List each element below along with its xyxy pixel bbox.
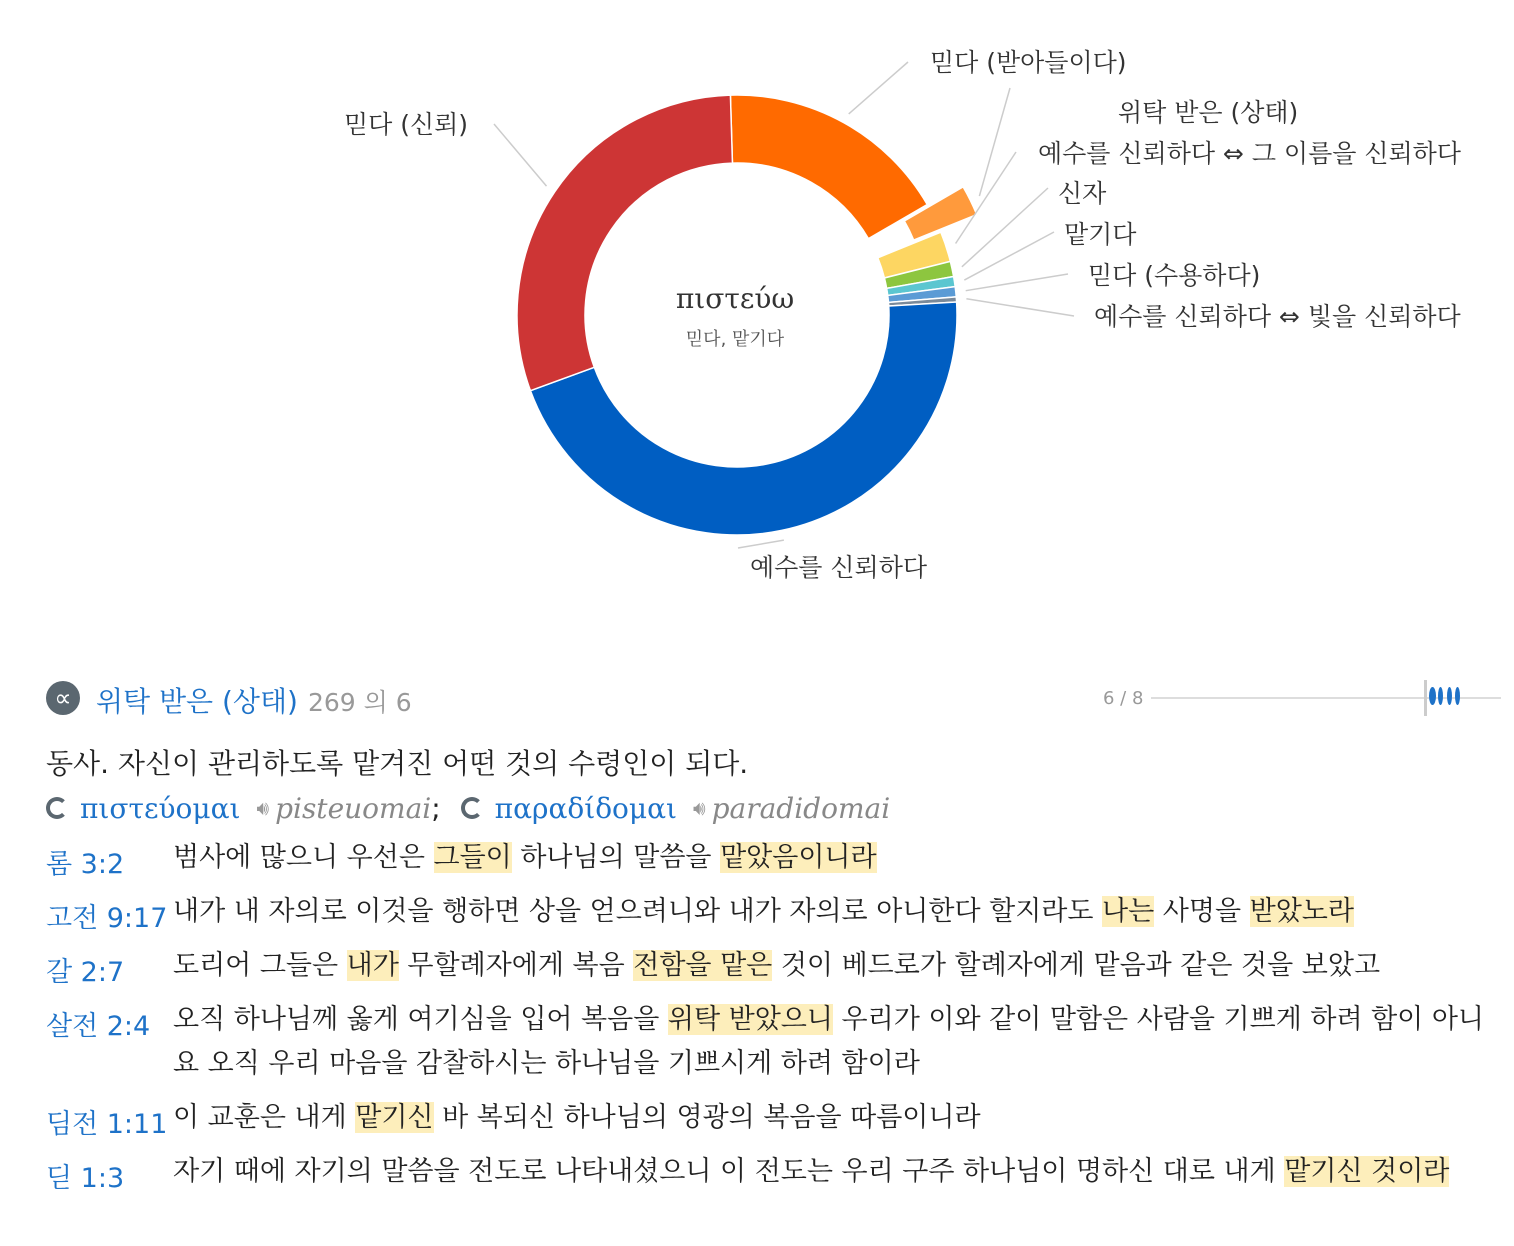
sense-definition: 동사. 자신이 관리하도록 맡겨진 어떤 것의 수령인이 되다. (46, 747, 749, 780)
verse-text-segment: 하나님의 말씀을 (511, 842, 721, 873)
verse-text-segment: 자기 때에 자기의 말씀을 전도로 나타내셨으니 이 전도는 우리 구주 하나님이 명하신 대로 내게 (173, 1156, 1285, 1187)
cycle-icon[interactable] (461, 797, 483, 819)
donut-chart (0, 0, 1514, 620)
verse-ref-link[interactable]: 살전 2:4 (46, 1011, 151, 1042)
leader-line-trust (494, 124, 547, 186)
verse-ref-link[interactable]: 고전 9:17 (46, 903, 168, 934)
highlighted-word: 내가 (346, 950, 399, 981)
speaker-icon[interactable]: 🔊︎ (693, 796, 706, 820)
lemma-translit: pisteuomai (275, 791, 432, 825)
leader-line-believer (962, 188, 1048, 267)
chart-center-title: πιστεύω (675, 282, 795, 315)
verse-text (173, 1096, 1503, 1140)
verse-ref-link[interactable]: 롬 3:2 (46, 849, 125, 880)
slice-label-trust[interactable]: 믿다 (신뢰) (344, 110, 469, 139)
slice-label-receive[interactable]: 믿다 (수용하다) (1088, 261, 1261, 290)
verse-text-segment: 내가 내 자의로 이것을 행하면 상을 얻으려니와 내가 자의로 아니한다 할지라도 (173, 896, 1103, 927)
lemma-translit: paradidomai (711, 791, 891, 825)
slice-label-trust-light[interactable]: 예수를 신뢰하다 ⇔ 빛을 신뢰하다 (1094, 302, 1461, 331)
slice-label-trust-jesus[interactable]: 예수를 신뢰하다 (750, 553, 927, 582)
slice-label-entrusted[interactable]: 위탁 받은 (상태) (1118, 98, 1299, 127)
sense-header (46, 678, 1506, 718)
lemma-list (46, 790, 890, 826)
leader-line-accept (849, 62, 908, 114)
slice-accept[interactable] (730, 95, 927, 239)
sense-count: 269 의 6 (308, 688, 412, 717)
verse-ref-link[interactable]: 딛 1:3 (46, 1163, 125, 1194)
verse-text-segment: 것이 베드로가 할례자에게 맡음과 같은 것을 보았고 (772, 950, 1381, 981)
pager-dot (1447, 687, 1452, 705)
verse-text (173, 944, 1503, 988)
pager-dot (1429, 687, 1436, 705)
lemma-greek[interactable]: παραδίδομαι (494, 791, 677, 825)
pager-handle[interactable] (1424, 680, 1427, 716)
leader-line-trust-jesus (738, 540, 784, 548)
sense-title[interactable]: 위탁 받은 (상태) (96, 685, 298, 718)
verse-text-segment: 이 교훈은 내게 (173, 1102, 356, 1133)
proportional-icon: ∝ (46, 681, 80, 715)
verse-text-segment: 바 복되신 하나님의 영광의 복음을 따름이니라 (433, 1102, 981, 1133)
verse-text-segment: 오직 하나님께 옳게 여기심을 입어 복음을 (173, 1004, 668, 1035)
slice-label-trust-name[interactable]: 예수를 신뢰하다 ⇔ 그 이름을 신뢰하다 (1038, 139, 1461, 168)
highlighted-word: 맡았음이니라 (720, 842, 877, 873)
verse-text-segment: 무할례자에게 복음 (398, 950, 634, 981)
pager-dot (1455, 687, 1460, 705)
lemma-separator: ; (431, 791, 441, 825)
sense-pager-text: 6 / 8 (1103, 688, 1144, 709)
leader-line-entrusted (979, 88, 1010, 196)
verse-text-segment: 범사에 많으니 우선은 (173, 842, 434, 873)
verse-text (173, 1150, 1503, 1194)
verse-ref-link[interactable]: 딤전 1:11 (46, 1109, 168, 1140)
verse-text-segment: 도리어 그들은 (173, 950, 347, 981)
verse-text (173, 836, 1503, 880)
verse-text-segment: 우리가 이와 같이 말함은 사람을 기쁘게 하려 함이 아니요 오직 우리 마음을 감찰하시는 하나님을 기쁘시게 하려 함이라 (173, 1004, 1485, 1079)
verse-text (173, 998, 1503, 1086)
speaker-icon[interactable]: 🔊︎ (256, 796, 270, 820)
highlighted-word: 나는 (1102, 896, 1155, 927)
highlighted-word: 위탁 받았으니 (667, 1004, 833, 1035)
highlighted-word: 그들이 (433, 842, 512, 873)
leader-line-entrust (964, 232, 1054, 280)
verse-text (173, 890, 1503, 934)
leader-line-trust-light (966, 299, 1074, 316)
slice-label-believer[interactable]: 신자 (1058, 179, 1107, 208)
highlighted-word: 맡기신 (355, 1102, 434, 1133)
slice-label-accept[interactable]: 믿다 (받아들이다) (930, 48, 1127, 77)
highlighted-word: 맡기신 것이라 (1284, 1156, 1450, 1187)
slice-label-entrust[interactable]: 맡기다 (1064, 220, 1137, 249)
lemma-greek[interactable]: πιστεύομαι (80, 791, 241, 825)
highlighted-word: 받았노라 (1249, 896, 1354, 927)
cycle-icon[interactable] (46, 797, 68, 819)
verse-ref-link[interactable]: 갈 2:7 (46, 957, 125, 988)
verse-text-segment: 사명을 (1154, 896, 1250, 927)
highlighted-word: 전함을 맡은 (633, 950, 773, 981)
leader-line-receive (966, 274, 1068, 291)
pager-dot (1438, 687, 1443, 705)
chart-center-subtitle: 믿다, 맡기다 (685, 329, 785, 350)
